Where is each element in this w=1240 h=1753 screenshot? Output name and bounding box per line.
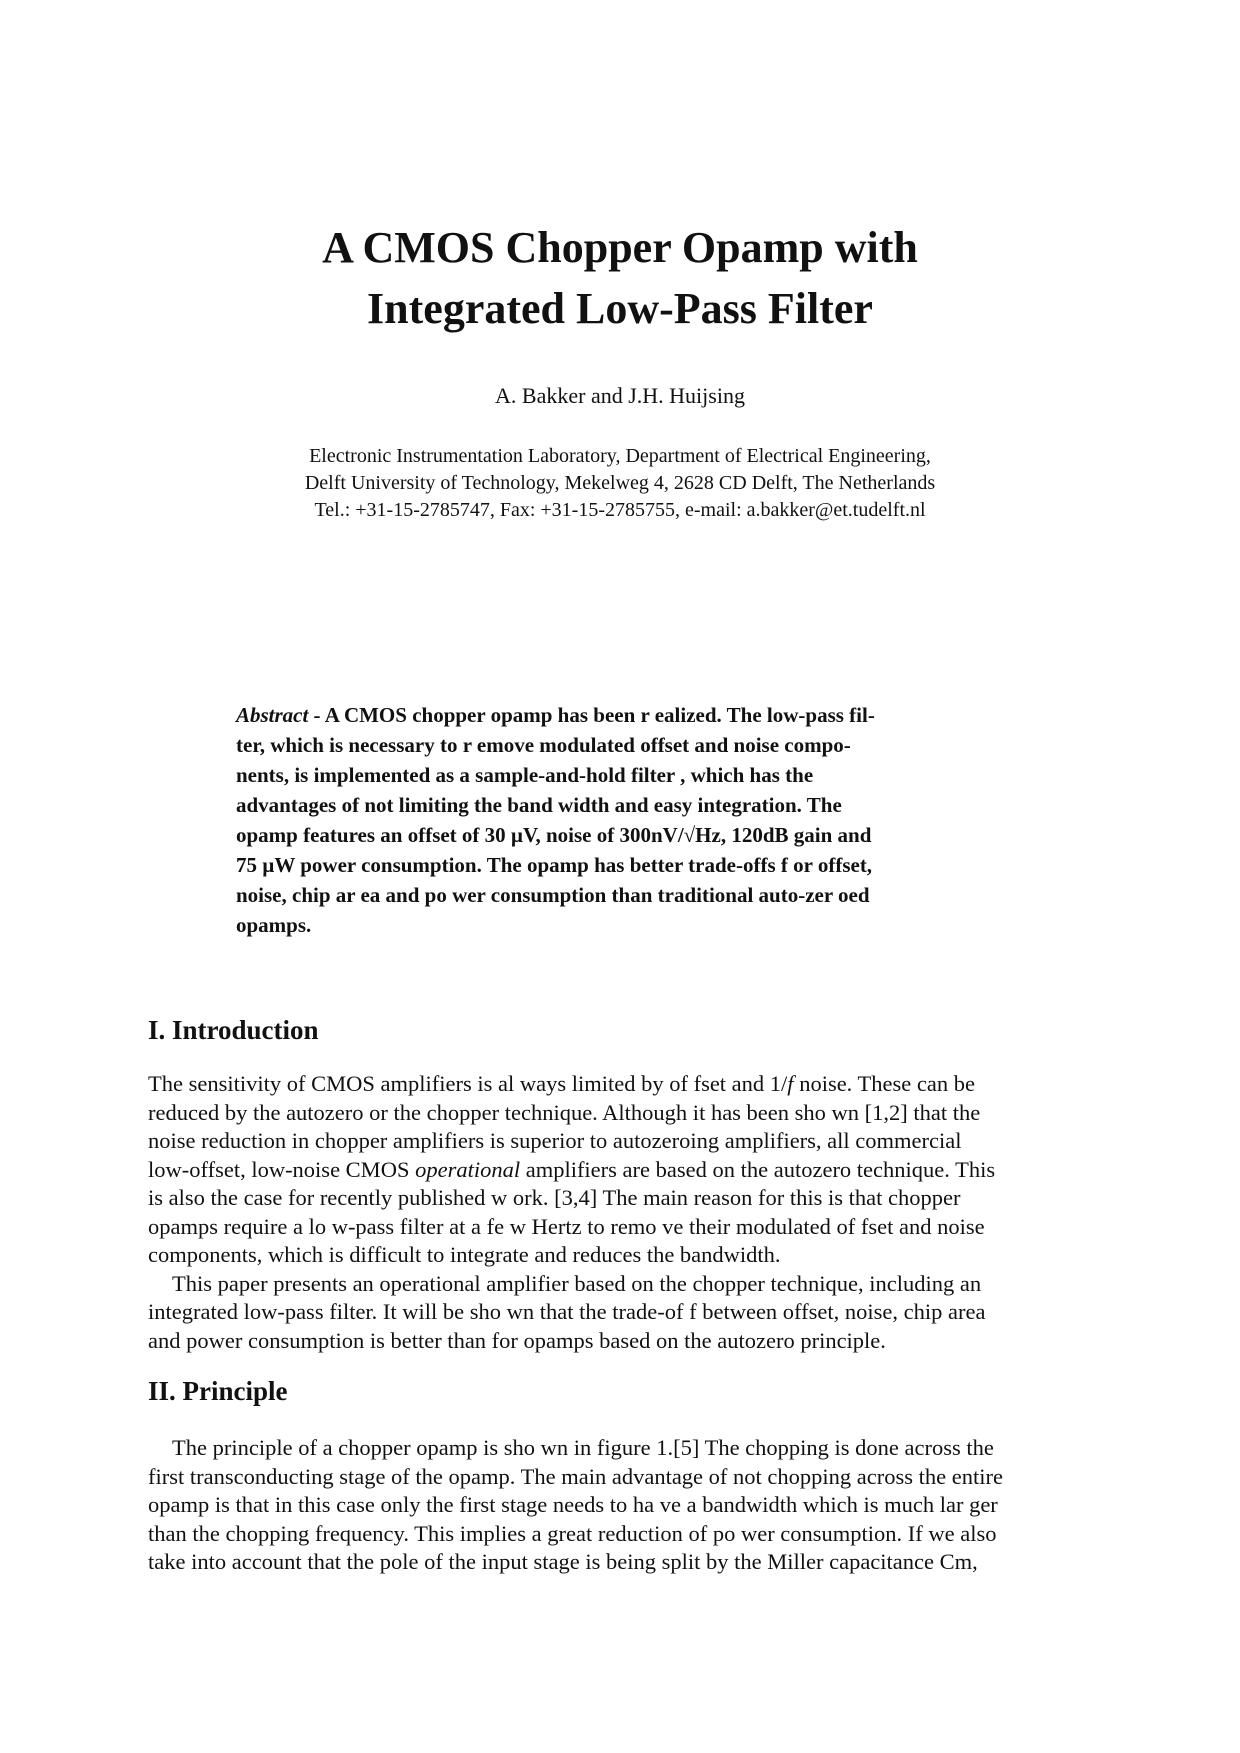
paragraph-line: than the chopping frequency. This implies a great reduction of po wer consumption. If we also [148,1520,997,1546]
paragraph-line: first transconducting stage of the opamp. The main advantage of not chopping across the entire [148,1463,1003,1489]
paper-title-line-2: Integrated Low-Pass Filter [367,284,873,333]
paper-title-line-1: A CMOS Chopper Opamp with [322,223,918,272]
authors: A. Bakker and J.H. Huijsing [495,383,745,408]
abstract-line: 75 µW power consumption. The opamp has better trade-offs f or offset, [236,853,873,877]
paragraph-line: and power consumption is better than for opamps based on the autozero principle. [148,1327,886,1353]
paragraph-line: noise reduction in chopper amplifiers is superior to autozeroing amplifiers, all commercial [148,1128,962,1153]
paragraph-line: The sensitivity of CMOS amplifiers is al ways limited by of fset and 1/f noise. These can be [148,1071,975,1096]
paragraph-line: opamp is that in this case only the first stage needs to ha ve a bandwidth which is much lar ger [148,1492,998,1517]
paragraph-line: take into account that the pole of the input stage is being split by the Miller capacitance Cm, [148,1549,978,1574]
affiliation-line-3: Tel.: +31-15-2785747, Fax: +31-15-2785755, e-mail: a.bakker@et.tudelft.nl [314,499,926,521]
abstract-line: Abstract - A CMOS chopper opamp has been r ealized. The low-pass fil- [236,703,875,727]
section-heading-principle: II. Principle [148,1376,288,1406]
abstract-line: nents, is implemented as a sample-and-hold filter , which has the [236,763,814,787]
paragraph-line: opamps require a lo w-pass filter at a fe w Hertz to remo ve their modulated of fset and noise [148,1213,985,1239]
abstract-lead: Abstract - [236,703,321,727]
abstract-line: ter, which is necessary to r emove modulated offset and noise compo- [236,733,851,757]
abstract-line: advantages of not limiting the band width and easy integration. The [236,793,842,817]
paragraph-line: integrated low-pass filter. It will be sho wn that the trade-of f between offset, noise, chip area [148,1299,986,1324]
affiliation-line-1: Electronic Instrumentation Laboratory, Department of Electrical Engineering, [309,445,931,467]
paragraph-line: reduced by the autozero or the chopper technique. Although it has been sho wn [1,2] that the [148,1099,981,1125]
paragraph-line: This paper presents an operational amplifier based on the chopper technique, including an [172,1270,982,1296]
section-heading-introduction: I. Introduction [148,1015,319,1045]
paragraph-line: components, which is difficult to integrate and reduces the bandwidth. [148,1242,781,1267]
affiliation-line-2: Delft University of Technology, Mekelweg 4, 2628 CD Delft, The Netherlands [304,472,936,494]
abstract-line: opamps. [236,913,312,937]
paragraph-line: The principle of a chopper opamp is sho wn in figure 1.[5] The chopping is done across the [172,1435,994,1460]
paragraph-line: low-offset, low-noise CMOS operational amplifiers are based on the autozero technique. This [148,1156,996,1182]
abstract-line: opamp features an offset of 30 µV, noise of 300nV/√Hz, 120dB gain and [236,823,872,847]
paragraph-line: is also the case for recently published w ork. [3,4] The main reason for this is that chopper [148,1185,961,1210]
abstract-line: noise, chip ar ea and po wer consumption than traditional auto-zer oed [236,883,870,907]
